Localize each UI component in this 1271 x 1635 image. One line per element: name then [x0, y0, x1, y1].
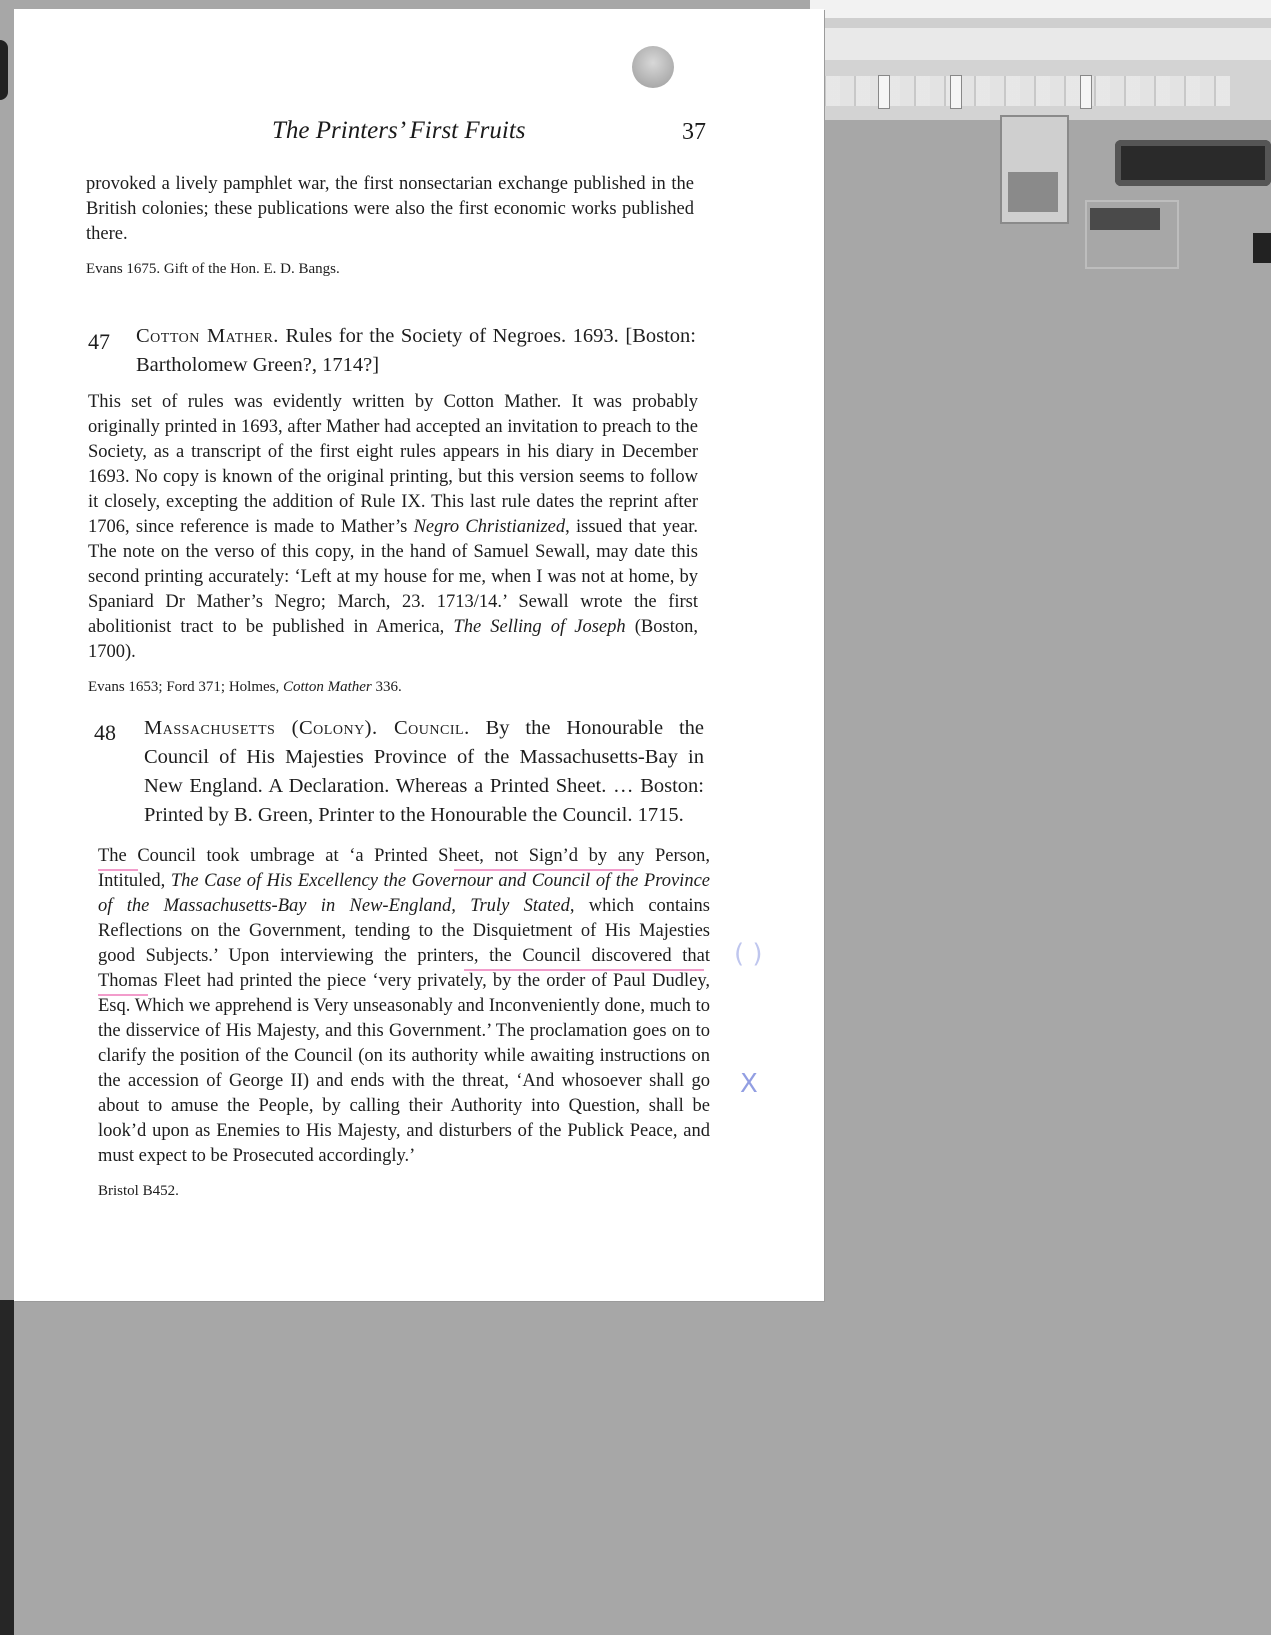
scanner-edge-clip — [0, 40, 8, 100]
entry-48-author: Massachusetts (Colony). Council. — [144, 717, 470, 739]
entry-number-47: 47 — [88, 329, 110, 354]
running-head: The Printers’ First Fruits — [272, 117, 526, 144]
margin-x-mark: X — [740, 1069, 758, 1099]
highlight-mark — [454, 869, 634, 871]
entry-47-author: Cotton Mather. — [136, 325, 279, 347]
scanner-slot — [878, 75, 890, 109]
entry-47-heading — [136, 322, 696, 380]
margin-paren-mark: ( ) — [734, 939, 763, 969]
entry-47-title: Rules for the Society of Negroes. 1693. [Boston: Bartholomew Green?, 1714?] — [136, 325, 696, 376]
scanned-page — [14, 9, 824, 1301]
highlight-mark — [98, 869, 138, 871]
entry-47-body — [88, 390, 698, 697]
punch-hole — [632, 46, 674, 88]
highlight-mark — [98, 994, 148, 996]
scanner-latch — [1000, 115, 1069, 224]
entry-number-48: 48 — [94, 720, 116, 745]
scanner-hinge-area — [810, 0, 1271, 120]
intro-paragraph: provoked a lively pamphlet war, the first nonsectarian exchange published in the British colonies; these publications were also the first economic works published there. — [86, 174, 694, 244]
entry-48-reference: Bristol B452. — [98, 1183, 179, 1199]
scanner-tab-dark — [1090, 208, 1160, 230]
entry-47-reference: Evans 1653; Ford 371; Holmes, Cotton Mather 336. — [88, 679, 402, 695]
entry-48-heading — [144, 714, 704, 830]
scanner-clip — [1253, 233, 1271, 263]
intro-reference: Evans 1675. Gift of the Hon. E. D. Bangs. — [86, 261, 340, 277]
scanner-slot — [1080, 75, 1092, 109]
entry-48-title: By the Honourable the Council of His Majesties Province of the Massachusetts-Bay in New England. A Declaration. Whereas a Printed Sheet. … Boston: Printed by B. Green, Printer to the Honourable the Council. 1715. — [144, 717, 705, 826]
entry-47-annotation: This set of rules was evidently written by Cotton Mather. It was probably originally printed in 1693, after Mather had accepted an invitation to preach to the Society, as a transcript of the first eight rules appears in his diary in December 1693. No copy is known of the original printing, but this version seems to follow it closely, excepting the addition of Rule IX. This last rule dates the reprint after 1706, since reference is made to Mather’s Negro Christianized, issued that year. The note on the verso of this copy, in the hand of Samuel Sewall, may date this second printing accurately: ‘Left at my house for me, when I was not at home, by Spaniard Dr Mather’s Negro; March, 23. 1713/14.’ Sewall wrote the first abolitionist tract to be published in America, The Selling of Joseph (Boston, 1700). — [88, 392, 698, 662]
scanner-strip — [810, 76, 1230, 106]
entry-48-body — [98, 844, 710, 1201]
entry-48-annotation: The Council took umbrage at ‘a Printed Sheet, not Sign’d by any Person, Intituled, The Case of His Excellency the Governour and Council of the Province of the Massachusetts-Bay in New-England, Truly Stated, which contains Reflections on the Government, tending to the Disquietment of His Majesties good Subjects.’ Upon interviewing the printers, the Council discovered that Thomas Fleet had printed the piece ‘very privately, by the order of Paul Dudley, Esq. Which we apprehend is Very unseasonably and Inconveniently done, much to the disservice of His Majesty, and this Government.’ The proclamation goes on to clarify the position of the Council (on its authority while awaiting instructions on the accession of George II) and ends with the threat, ‘And whosoever shall go about to amuse the People, by calling their Authority into Question, shall be look’d upon as Enemies to His Majesty, and disturbers of the Publick Peace, and must expect to be Prosecuted accordingly.’ — [98, 846, 710, 1166]
highlight-mark — [464, 969, 704, 971]
scanner-roller — [1115, 140, 1271, 186]
scanner-edge — [0, 1300, 14, 1635]
page-number: 37 — [682, 119, 706, 145]
intro-block — [86, 172, 694, 279]
scanner-slot — [950, 75, 962, 109]
